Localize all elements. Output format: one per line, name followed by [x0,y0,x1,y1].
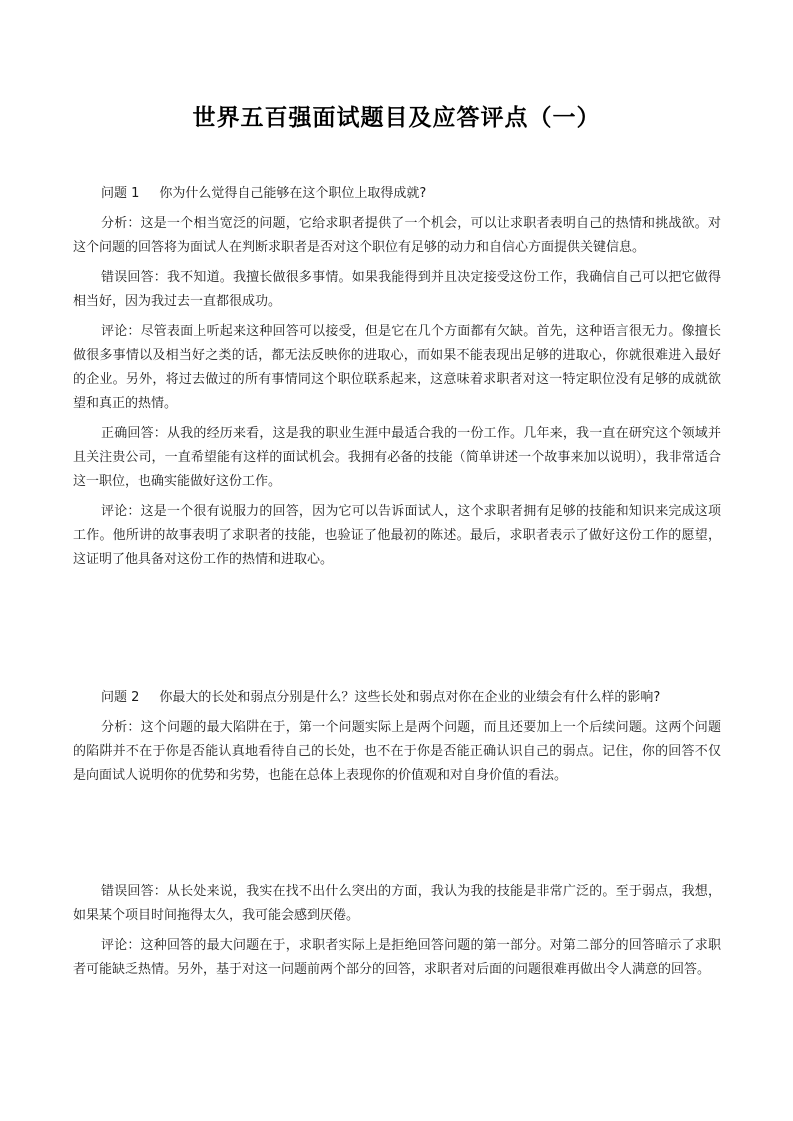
question-2-section [73,686,721,794]
question-2-wrong-answer: 错误回答：从长处来说，我实在找不出什么突出的方面，我认为我的技能是非常广泛的。至于弱点，我想，如果某个项目时间拖得太久，我可能会感到厌倦。 [73,884,721,923]
question-2-answers-section [73,880,721,988]
question-1-correct-answer: 正确回答：从我的经历来看，这是我的职业生涯中最适合我的一份工作。几年来，我一直在研究这个领域并且关注贵公司，一直希望能有这样的面试机会。我拥有必备的技能（简单讲述一个故事来加以说明），我非常适合这一职位，也确实能做好这份工作。 [73,426,721,489]
question-1-comment-2: 评论：这是一个很有说服力的回答，因为它可以告诉面试人，这个求职者拥有足够的技能和知识来完成这项工作。他所讲的故事表明了求职者的技能，也验证了他最初的陈述。最后，求职者表示了做好这份工作的愿望，这证明了他具备对这份工作的热情和进取心。 [73,504,721,567]
question-2-label: 问题 2 [101,690,140,705]
question-1-text: 你为什么觉得自己能够在这个职位上取得成就? [159,186,427,201]
question-2-comment: 评论：这种回答的最大问题在于，求职者实际上是拒绝回答问题的第一部分。对第二部分的回答暗示了求职者可能缺乏热情。另外，基于对这一问题前两个部分的回答，求职者对后面的问题很难再做出令人满意的回答。 [73,938,721,977]
question-1-section [73,182,721,578]
question-1-label: 问题 1 [101,186,140,201]
question-1-analysis: 分析：这是一个相当宽泛的问题，它给求职者提供了一个机会，可以让求职者表明自己的热情和挑战欲。对这个问题的回答将为面试人在判断求职者是否对这个职位有足够的动力和自信心方面提供关键信息。 [73,216,721,255]
question-2-line [73,686,721,710]
question-1-wrong-answer: 错误回答：我不知道。我擅长做很多事情。如果我能得到并且决定接受这份工作，我确信自己可以把它做得相当好，因为我过去一直都很成功。 [73,270,721,309]
question-2-text: 你最大的长处和弱点分别是什么？这些长处和弱点对你在企业的业绩会有什么样的影响? [159,690,661,705]
question-1-comment-1: 评论：尽管表面上听起来这种回答可以接受，但是它在几个方面都有欠缺。首先，这种语言很无力。像擅长做很多事情以及相当好之类的话，都无法反映你的进取心，而如果不能表现出足够的进取心，你就很难进入最好的企业。另外，将过去做过的所有事情同这个职位联系起来，这意味着求职者对这一特定职位没有足够的成就欲望和真正的热情。 [73,324,721,411]
question-1-line [73,182,721,206]
question-2-analysis: 分析：这个问题的最大陷阱在于，第一个问题实际上是两个问题，而且还要加上一个后续问题。这两个问题的陷阱并不在于你是否能认真地看待自己的长处，也不在于你是否能正确认识自己的弱点。记住，你的回答不仅是向面试人说明你的优势和劣势，也能在总体上表现你的价值观和对自身价值的看法。 [73,720,721,783]
page-title: 世界五百强面试题目及应答评点（一） [192,105,601,131]
